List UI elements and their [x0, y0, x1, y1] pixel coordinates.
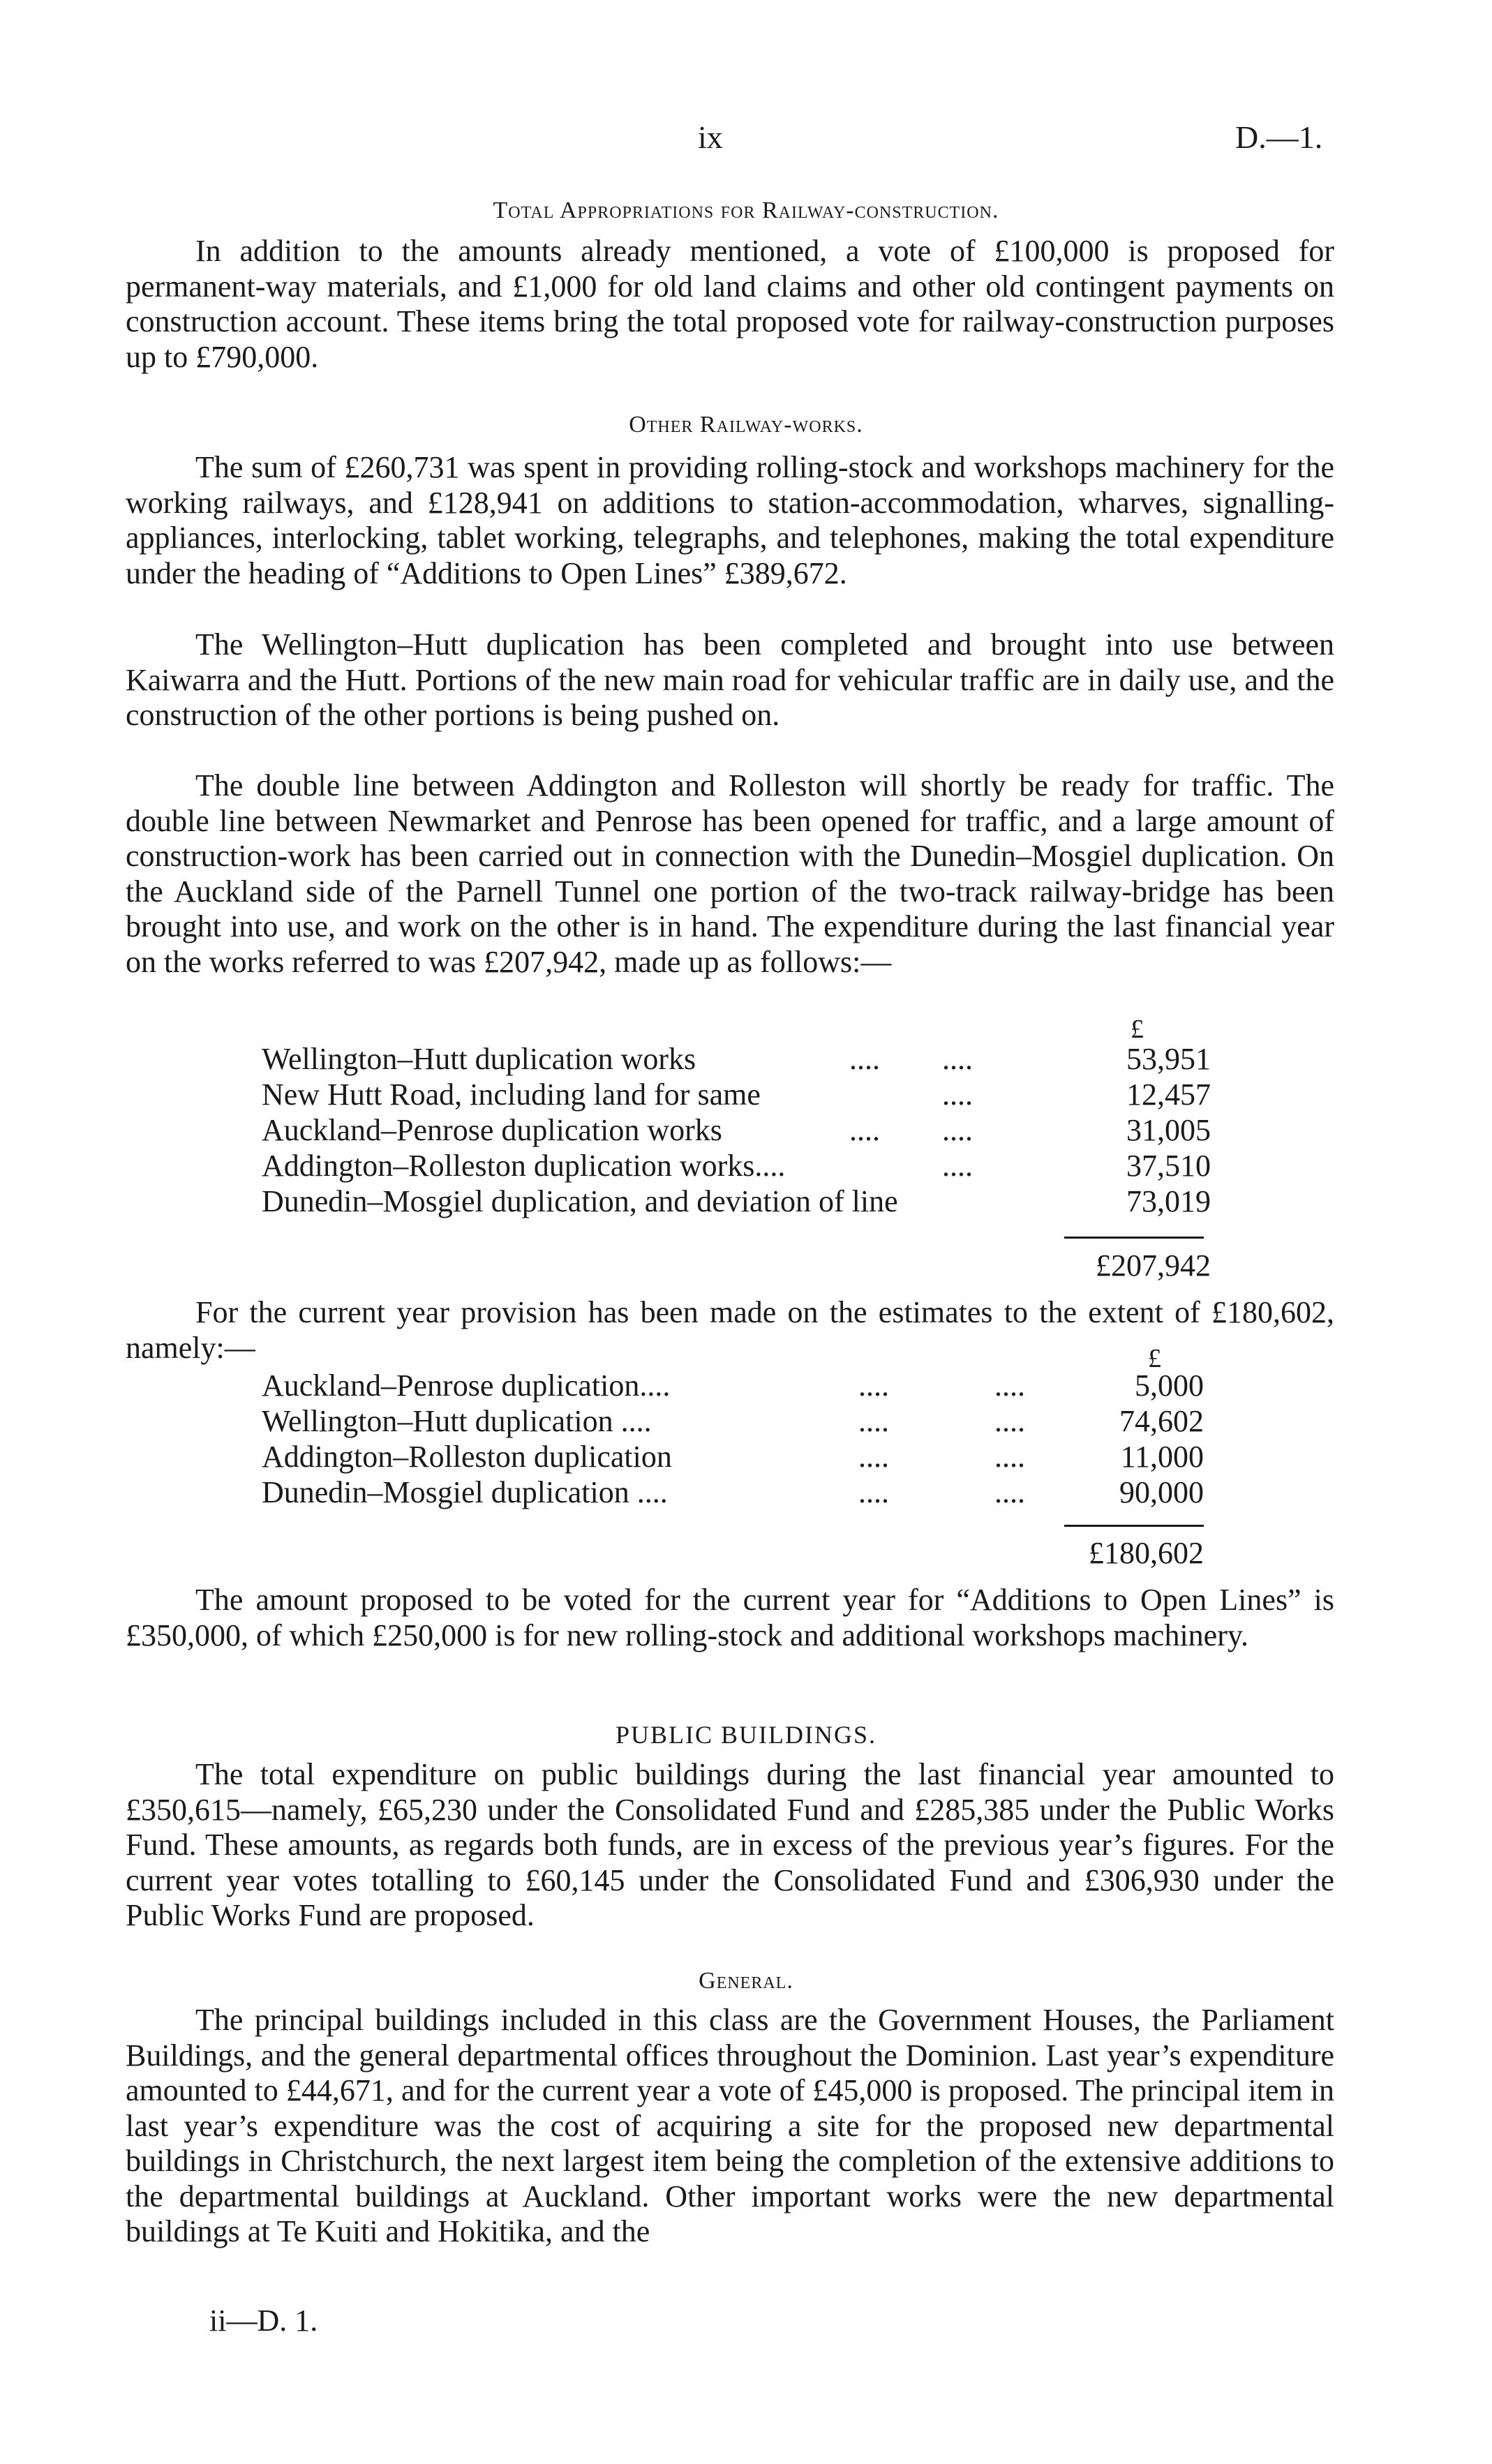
leader-dots: ....: [994, 1368, 1025, 1403]
leader-dots: ....: [942, 1149, 973, 1183]
section-heading-other-railway-works: Other Railway-works.: [629, 412, 863, 438]
paragraph-additions-vote: The amount proposed to be voted for the current year for “Additions to Open Lines” is £350,000, of which £250,000 is for new rolling-stock and additional workshops machinery.: [126, 1583, 1334, 1652]
paragraph-double-line: The double line between Addington and Rolleston will shortly be ready for traffic. The double line between Newmarket and Penrose has been opened for traffic, and a large amount of construction-work has been carried out in connection with the Dunedin–Mosgiel duplication. On the Auckland side of the Parnell Tunnel one portion of the two-track railway-bridge has been brought into use, and work on the other is in hand. The expenditure during the last financial year on the works referred to was £207,942, made up as follows:—: [126, 768, 1334, 979]
row-label: Dunedin–Mosgiel duplication, and deviation of line: [262, 1184, 898, 1218]
leader-dots: ....: [994, 1475, 1025, 1509]
leader-dots: ....: [858, 1475, 889, 1509]
provision-table: [262, 1368, 1204, 1510]
paragraph-general: The principal buildings included in this class are the Government Houses, the Parliament Buildings, and the general departmental offices throughout the Dominion. Last year’s expenditure amounted to £44,671, and for the current year a vote of £45,000 is proposed. The principal item in last year’s expenditure was the cost of acquiring a site for the proposed new departmental buildings in Christchurch, the next largest item being the completion of the extensive additions to the departmental buildings at Auckland. Other important works were the new departmental buildings at Te Kuiti and Hokitika, and the: [126, 2003, 1334, 2248]
document-code: D.—1.: [1235, 119, 1323, 155]
row-amount: 11,000: [1120, 1440, 1204, 1474]
leader-dots: ....: [994, 1404, 1025, 1438]
currency-symbol: £: [1131, 1015, 1144, 1044]
table-row: [262, 1474, 1204, 1510]
leader-dots: ....: [849, 1113, 880, 1147]
row-amount: 53,951: [1126, 1042, 1211, 1076]
row-label: Auckland–Penrose duplication....: [262, 1368, 671, 1403]
expenditure-table: [262, 1041, 1211, 1219]
currency-symbol: £: [1148, 1344, 1161, 1373]
page-number: ix: [698, 119, 723, 155]
total-rule: [1064, 1525, 1204, 1527]
row-label: Dunedin–Mosgiel duplication ....: [262, 1475, 668, 1509]
paragraph-rolling-stock: The sum of £260,731 was spent in providing rolling-stock and workshops machinery for the working railways, and £128,941 on additions to station-accommodation, wharves, signalling-appliances, interlocking, tablet working, telegraphs, and telephones, making the total expenditure under the heading of “Additions to Open Lines” £389,672.: [126, 450, 1334, 590]
table-total: £180,602: [1089, 1536, 1204, 1570]
section-heading-general: General.: [699, 1968, 793, 1994]
row-amount: 74,602: [1119, 1404, 1204, 1438]
row-amount: 37,510: [1126, 1149, 1211, 1183]
section-heading-public-buildings: PUBLIC BUILDINGS.: [615, 1721, 876, 1749]
paragraph-current-year: For the current year provision has been made on the estimates to the extent of £180,602, namely:—: [126, 1295, 1334, 1365]
section-heading-railway-construction: Total Appropriations for Railway-construction.: [493, 197, 999, 223]
leader-dots: ....: [942, 1113, 973, 1147]
row-label: Wellington–Hutt duplication works: [262, 1042, 696, 1076]
paragraph-railway-construction: In addition to the amounts already mentioned, a vote of £100,000 is proposed for permanent-way materials, and £1,000 for old land claims and other old contingent payments on construction account. These items bring the total proposed vote for railway-construction purposes up to £790,000.: [126, 234, 1334, 374]
paragraph-wellington-hutt: The Wellington–Hutt duplication has been completed and brought into use between Kaiwarra and the Hutt. Portions of the new main road for vehicular traffic are in daily use, and the construction of the other portions is being pushed on.: [126, 627, 1334, 732]
leader-dots: ....: [942, 1077, 973, 1112]
row-label: Addington–Rolleston duplication works....: [262, 1149, 786, 1183]
table-row: [262, 1041, 1211, 1077]
leader-dots: ....: [858, 1440, 889, 1474]
leader-dots: ....: [994, 1440, 1025, 1474]
row-amount: 12,457: [1126, 1077, 1211, 1112]
signature-mark: ii—D. 1.: [209, 2304, 318, 2338]
row-amount: 5,000: [1135, 1368, 1204, 1403]
table-row: [262, 1439, 1204, 1474]
leader-dots: ....: [942, 1042, 973, 1076]
row-label: Addington–Rolleston duplication: [262, 1440, 672, 1474]
leader-dots: ....: [849, 1042, 880, 1076]
row-amount: 73,019: [1126, 1184, 1211, 1218]
row-label: New Hutt Road, including land for same: [262, 1077, 761, 1112]
table-row: [262, 1368, 1204, 1403]
leader-dots: ....: [858, 1404, 889, 1438]
row-amount: 90,000: [1119, 1475, 1204, 1509]
table-row: [262, 1077, 1211, 1112]
total-rule: [1064, 1237, 1204, 1239]
row-label: Auckland–Penrose duplication works: [262, 1113, 722, 1147]
table-total: £207,942: [1096, 1248, 1211, 1283]
table-row: [262, 1184, 1211, 1219]
paragraph-public-buildings: The total expenditure on public buildings during the last financial year amounted to £350,615—namely, £65,230 under the Consolidated Fund and £285,385 under the Public Works Fund. These amounts, as regards both funds, are in excess of the previous year’s figures. For the current year votes totalling to £60,145 under the Consolidated Fund and £306,930 under the Public Works Fund are proposed.: [126, 1757, 1334, 1932]
row-label: Wellington–Hutt duplication ....: [262, 1404, 652, 1438]
table-row: [262, 1148, 1211, 1184]
leader-dots: ....: [858, 1368, 889, 1403]
table-row: [262, 1403, 1204, 1439]
table-row: [262, 1112, 1211, 1148]
row-amount: 31,005: [1126, 1113, 1211, 1147]
